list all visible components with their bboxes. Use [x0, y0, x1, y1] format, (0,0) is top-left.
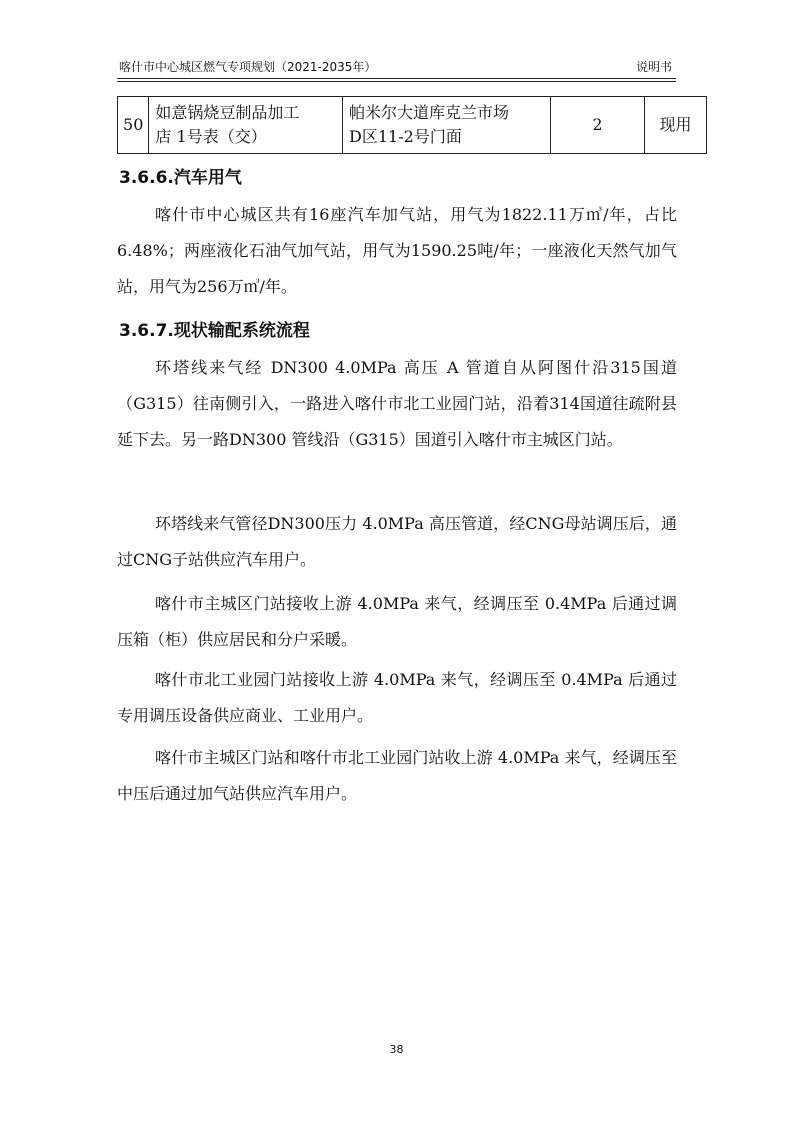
meter-count: 2 — [550, 97, 644, 154]
paragraph-vehicle-supply: 喀什市主城区门站和喀什市北工业园门站收上游 4.0MPa 来气，经调压至 中压后通过加气站供应汽车用户。 — [117, 748, 677, 803]
page-header — [117, 55, 676, 77]
header-title: 喀什市中心城区燃气专项规划（2021-2035年） — [119, 60, 377, 74]
status-cell: 现用 — [645, 97, 707, 154]
user-name-cell — [149, 97, 343, 154]
header-section-label: 说明书 — [635, 60, 672, 74]
user-name-line1: 如意锅烧豆制品加工 — [155, 103, 300, 122]
address-line2: D区11-2号门面 — [349, 127, 462, 146]
header-rule-thin — [117, 81, 676, 82]
paragraph-pipeline-flow: 环塔线来气经 DN300 4.0MPa 高压 A 管道自从阿图什沿315国道（G315）往南侧引入，一路进入喀什市北工业园门站，沿着314国道往疏附县延下去。另一路DN300 管线沿（G315）国道引入喀什市主城区门站。 — [117, 358, 677, 449]
heading-3-6-7: 3.6.7.现状输配系统流程 — [119, 321, 310, 341]
row-number: 50 — [118, 97, 149, 154]
user-name-line2: 店 1号表（交） — [155, 127, 267, 146]
header-rule — [117, 78, 676, 79]
paragraph-vehicle-gas: 喀什市中心城区共有16座汽车加气站，用气为1822.11万㎥/年，占比6.48%；两座液化石油气加气站，用气为1590.25吨/年；一座液化天然气加气站，用气为256万㎥/年。 — [117, 205, 677, 296]
address-cell — [343, 97, 551, 154]
heading-3-6-6: 3.6.6.汽车用气 — [119, 168, 242, 188]
paragraph-main-gate-station: 喀什市主城区门站接收上游 4.0MPa 来气，经调压至 0.4MPa 后通过调压箱（柜）供应居民和分户采暖。 — [117, 594, 677, 649]
page-number: 38 — [389, 1043, 404, 1056]
paragraph-cng: 环塔线来气管径DN300压力 4.0MPa 高压管道，经CNG母站调压后，通过CNG子站供应汽车用户。 — [117, 514, 677, 569]
table-row — [118, 97, 707, 154]
address-line1: 帕米尔大道库克兰市场 — [349, 103, 510, 122]
user-table — [117, 96, 707, 154]
paragraph-north-industrial-station: 喀什市北工业园门站接收上游 4.0MPa 来气，经调压至 0.4MPa 后通过专用调压设备供应商业、工业用户。 — [117, 670, 677, 725]
